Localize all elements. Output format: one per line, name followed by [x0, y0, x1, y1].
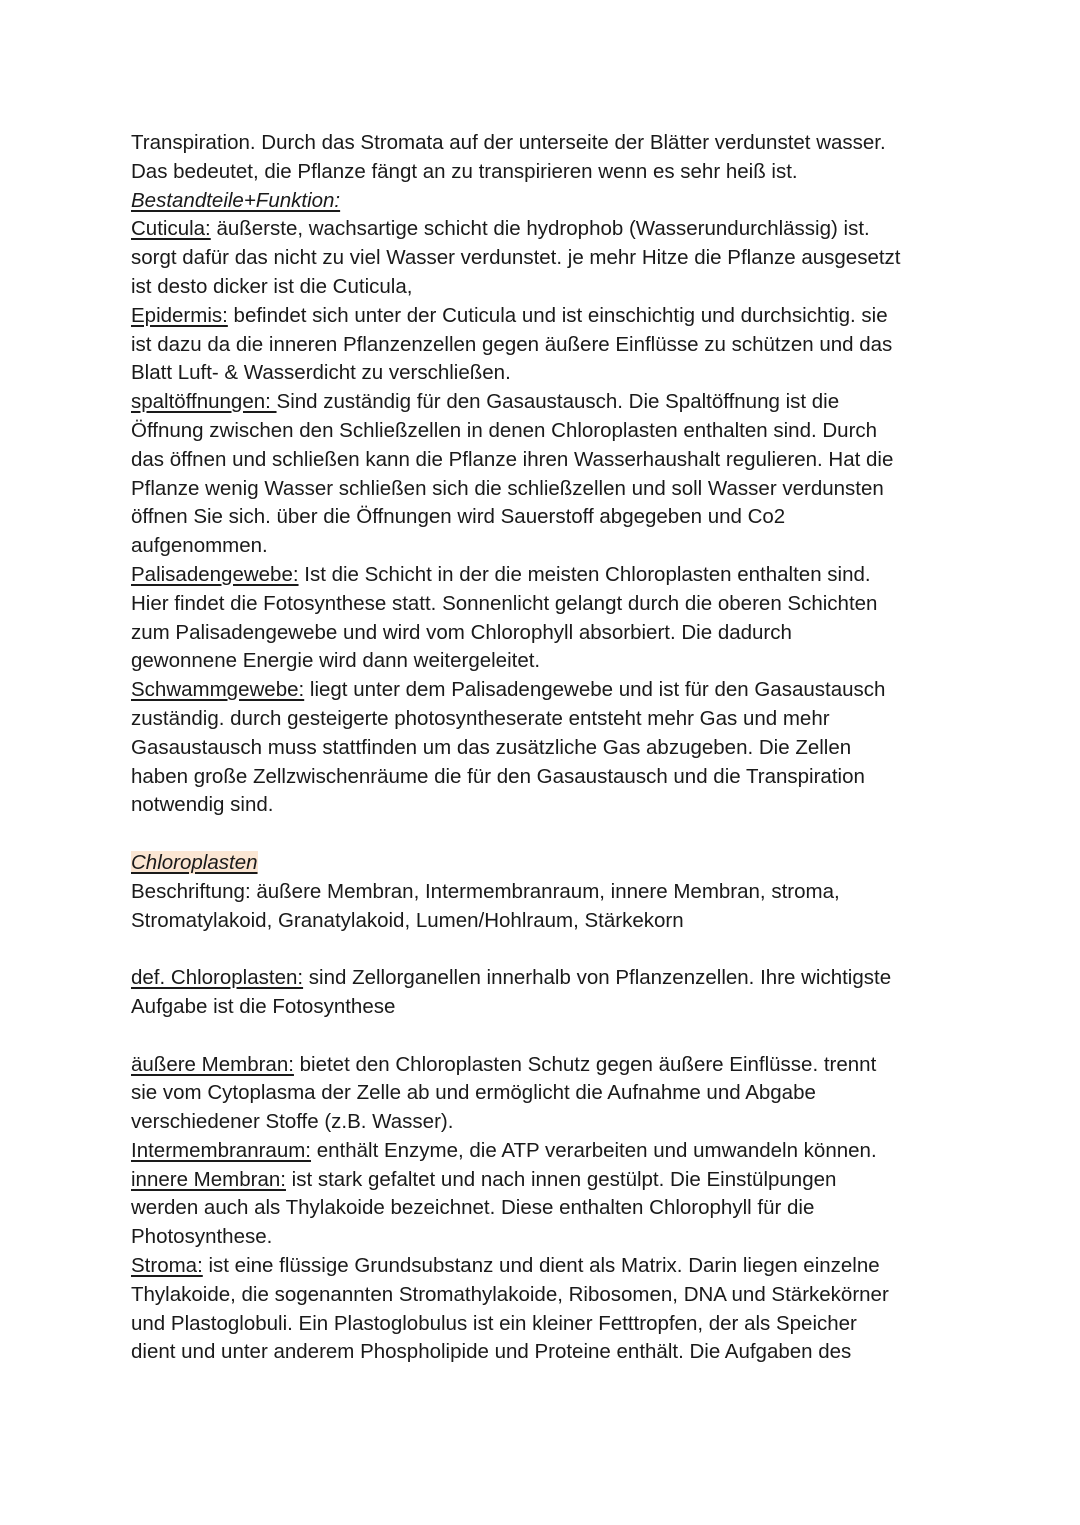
text-line — [131, 1223, 961, 1252]
body-text: sie vom Cytoplasma der Zelle ab und ermöglicht die Aufnahme und Abgabe — [131, 1081, 816, 1105]
term-label: spaltöffnungen: — [131, 390, 277, 414]
text-line — [131, 1051, 961, 1080]
text-line — [131, 849, 961, 878]
body-text: Hier findet die Fotosynthese statt. Sonnenlicht gelangt durch die oberen Schichten — [131, 591, 878, 615]
body-text: Transpiration. Durch das Stromata auf der unterseite der Blätter verdunstet wasser. — [131, 131, 886, 154]
body-text: gewonnene Energie wird dann weitergeleitet. — [131, 649, 541, 673]
body-text: Sind zuständig für den Gasaustausch. Die Spaltöffnung ist die — [276, 390, 840, 414]
term-label: Schwammgewebe: — [131, 678, 305, 702]
text-line — [131, 1079, 961, 1108]
body-text: äußerste, wachsartige schicht die hydrophob (Wasserundurchlässig) ist. — [210, 217, 870, 241]
blank-line — [131, 935, 961, 964]
text-line — [131, 273, 961, 302]
text-line — [131, 1310, 961, 1339]
body-text: bietet den Chloroplasten Schutz gegen äußere Einflüsse. trennt — [293, 1052, 877, 1076]
text-line — [131, 244, 961, 273]
body-text: liegt unter dem Palisadengewebe und ist für den Gasaustausch — [304, 678, 886, 702]
text-line — [131, 993, 961, 1022]
body-text: sorgt dafür das nicht zu viel Wasser verdunstet. je mehr Hitze die Pflanze ausgesetzt — [131, 246, 901, 270]
term-label: Stroma: — [131, 1254, 203, 1278]
body-text: Thylakoide, die sogenannten Stromathylakoide, Ribosomen, DNA und Stärkekörner — [131, 1282, 889, 1306]
body-text: ist dazu da die inneren Pflanzenzellen gegen äußere Einflüsse zu schützen und das — [131, 332, 893, 356]
text-line — [131, 964, 961, 993]
term-label: Cuticula: — [131, 217, 211, 241]
text-line — [131, 734, 961, 763]
body-text: Blatt Luft- & Wasserdicht zu verschließen. — [131, 361, 511, 385]
text-line — [131, 215, 961, 244]
body-text: haben große Zellzwischenräume die für den Gasaustausch und die Transpiration — [131, 764, 865, 788]
text-line — [131, 561, 961, 590]
term-label: Epidermis: — [131, 303, 228, 327]
text-line — [131, 1137, 961, 1166]
body-text: notwendig sind. — [131, 793, 274, 817]
text-line — [131, 359, 961, 388]
body-text: Beschriftung: äußere Membran, Intermembranraum, innere Membran, stroma, — [131, 879, 840, 903]
text-line — [131, 676, 961, 705]
text-line — [131, 302, 961, 331]
body-text: enthält Enzyme, die ATP verarbeiten und umwandeln können. — [311, 1138, 877, 1162]
section-subheading: Bestandteile+Funktion: — [131, 188, 341, 212]
body-text: sind Zellorganellen innerhalb von Pflanzenzellen. Ihre wichtigste — [303, 966, 892, 990]
section-heading: Chloroplasten — [131, 850, 258, 874]
body-text: ist desto dicker ist die Cuticula, — [131, 274, 413, 298]
text-line — [131, 446, 961, 475]
body-text: das öffnen und schließen kann die Pflanze ihren Wasserhaushalt regulieren. Hat die — [131, 447, 894, 471]
text-line — [131, 791, 961, 820]
body-text: Gasaustausch muss stattfinden um das zusätzliche Gas abzugeben. Die Zellen — [131, 735, 852, 759]
term-label: Palisadengewebe: — [131, 562, 299, 586]
text-line — [131, 1252, 961, 1281]
body-text: Aufgabe ist die Fotosynthese — [131, 994, 396, 1018]
body-text: zum Palisadengewebe und wird vom Chlorophyll absorbiert. Die dadurch — [131, 620, 792, 644]
body-text: Pflanze wenig Wasser schließen sich die schließzellen und soll Wasser verdunsten — [131, 476, 884, 500]
body-text: und Plastoglobuli. Ein Plastoglobulus ist ein kleiner Fetttropfen, der als Speicher — [131, 1311, 857, 1335]
text-line — [131, 878, 961, 907]
body-text: öffnen Sie sich. über die Öffnungen wird Sauerstoff abgegeben und Co2 — [131, 505, 786, 529]
text-line — [131, 331, 961, 360]
body-text: ist eine flüssige Grundsubstanz und dient als Matrix. Darin liegen einzelne — [202, 1254, 880, 1278]
text-line — [131, 907, 961, 936]
body-text: Photosynthese. — [131, 1225, 273, 1249]
body-text: Stromatylakoid, Granatylakoid, Lumen/Hohlraum, Stärkekorn — [131, 908, 684, 932]
term-label: Intermembranraum: — [131, 1138, 312, 1162]
document-page — [131, 129, 961, 1367]
term-label: äußere Membran: — [131, 1052, 294, 1076]
body-text: ist stark gefaltet und nach innen gestülpt. Die Einstülpungen — [285, 1167, 837, 1191]
body-text: verschiedener Stoffe (z.B. Wasser). — [131, 1110, 454, 1134]
text-line — [131, 647, 961, 676]
text-line — [131, 590, 961, 619]
text-line — [131, 417, 961, 446]
text-line — [131, 532, 961, 561]
text-line — [131, 705, 961, 734]
text-line — [131, 187, 961, 216]
body-text: Öffnung zwischen den Schließzellen in denen Chloroplasten enthalten sind. Durch — [131, 418, 878, 442]
body-text: befindet sich unter der Cuticula und ist einschichtig und durchsichtig. sie — [227, 303, 888, 327]
body-text: dient und unter anderem Phospholipide und Proteine enthält. Die Aufgaben des — [131, 1340, 852, 1364]
body-text: Das bedeutet, die Pflanze fängt an zu transpirieren wenn es sehr heiß ist. — [131, 159, 798, 183]
text-line — [131, 1338, 961, 1367]
text-line — [131, 763, 961, 792]
text-line — [131, 475, 961, 504]
text-line — [131, 1194, 961, 1223]
term-label: innere Membran: — [131, 1167, 286, 1191]
body-text: Ist die Schicht in der die meisten Chloroplasten enthalten sind. — [298, 562, 871, 586]
text-line — [131, 129, 961, 158]
text-line — [131, 1108, 961, 1137]
text-line — [131, 158, 961, 187]
text-line — [131, 1166, 961, 1195]
body-text: werden auch als Thylakoide bezeichnet. Diese enthalten Chlorophyll für die — [131, 1196, 815, 1220]
blank-line — [131, 1022, 961, 1051]
term-label: def. Chloroplasten: — [131, 966, 304, 990]
blank-line — [131, 820, 961, 849]
text-line — [131, 1281, 961, 1310]
body-text: aufgenommen. — [131, 534, 268, 558]
body-text: zuständig. durch gesteigerte photosyntheserate entsteht mehr Gas und mehr — [131, 706, 830, 730]
text-line — [131, 503, 961, 532]
text-line — [131, 388, 961, 417]
text-line — [131, 619, 961, 648]
